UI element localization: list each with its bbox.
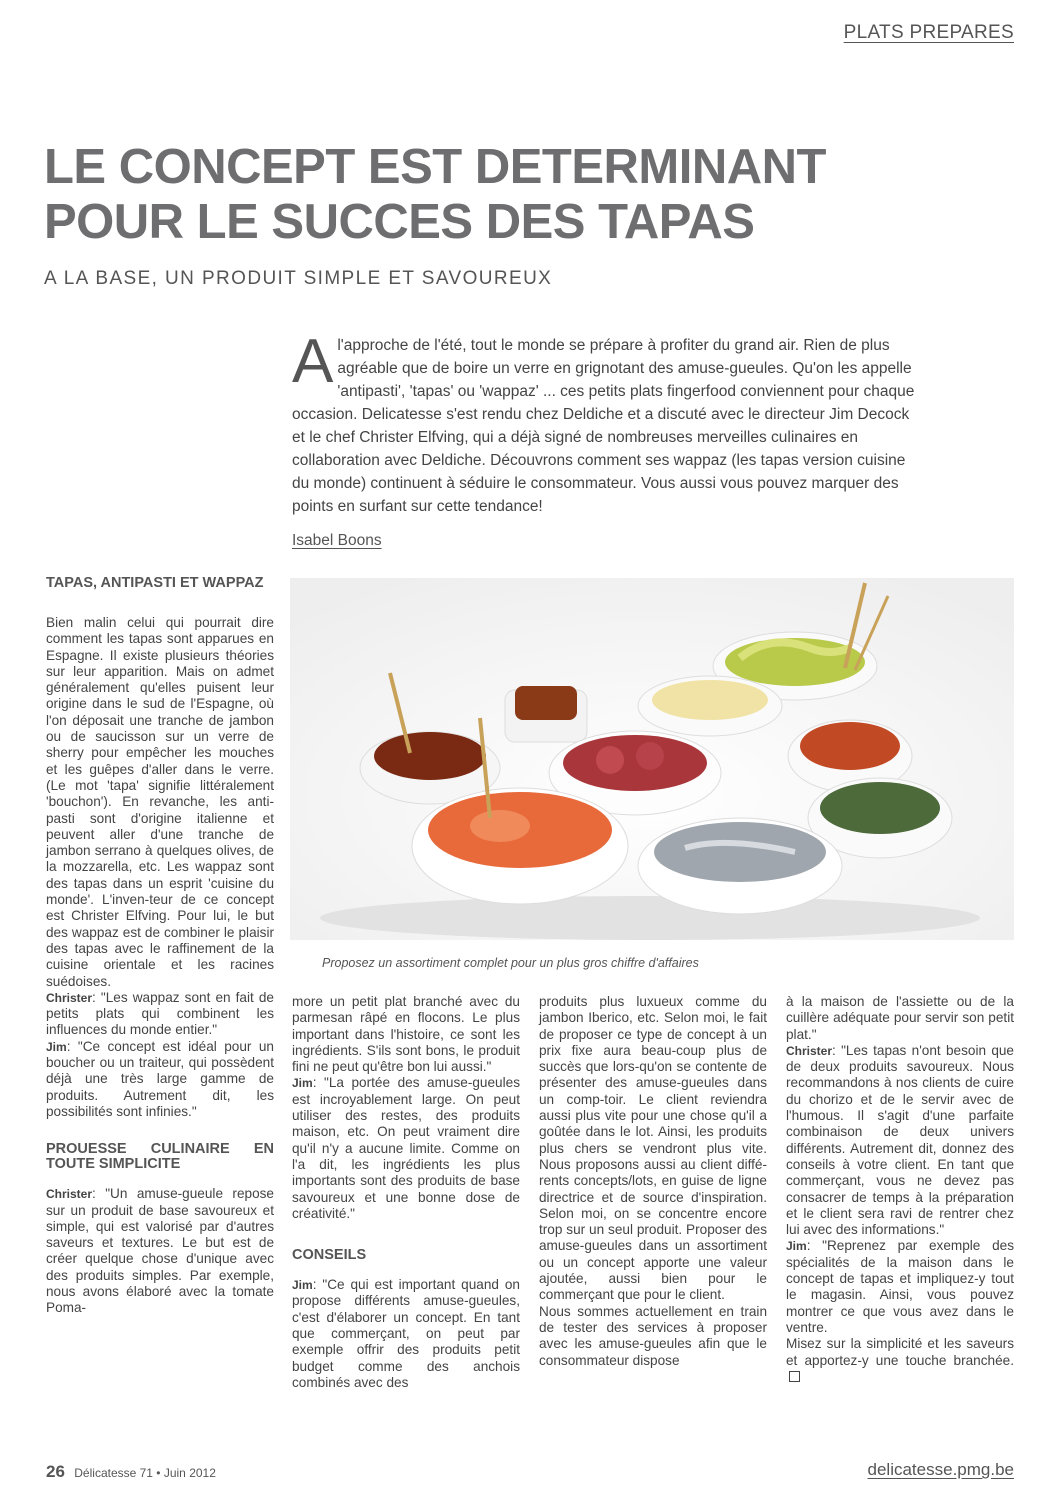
author-byline: Isabel Boons	[292, 532, 382, 549]
paragraph: à la maison de l'assiette ou de la cuillère adéquate pour servir son petit plat."	[786, 994, 1014, 1042]
quote-paragraph	[292, 1277, 520, 1391]
quote-paragraph	[292, 1075, 520, 1222]
section-heading-prouesse: PROUESSE CULINAIRE EN TOUTE SIMPLICITE	[46, 1141, 274, 1173]
closing-text: Misez sur la simplicité et les saveurs et apportez-y une touche branchée.	[786, 1336, 1014, 1368]
quote-paragraph	[46, 990, 274, 1039]
column-3	[539, 994, 767, 1369]
paragraph: Bien malin celui qui pourrait dire comment les tapas sont apparues en Espagne. Il existe plusieurs théories sur leur apparition. Mais on admet généralement qu'elles puisent leur origine dans le sud de l'Espagne, où l'on déposait une tranche de jambon ou de saucisson sur un verre de sherry pour empêcher les mouches et les guêpes d'aller dans le verre. (Le mot 'tapa' signifie littéralement 'bouchon'). En revanche, les anti-pasti sont d'origine italienne et peuvent aller d'une tranche de jambon serrano à quelques olives, de la mozzarella, etc. Les wappaz sont des tapas dans un esprit 'cuisine du monde'. L'inven-teur de ce concept est Christer Elfving. Pour lui, le but des wappaz est de combiner le plaisir des tapas avec le raffinement de la cuisine orientale et les racines suédoises.	[46, 615, 274, 989]
page-number: 26	[46, 1462, 65, 1481]
paragraph: Nous sommes actuellement en train de tester des services à proposer avec les amuse-gueules afin que le consommateur dispose	[539, 1303, 767, 1368]
tapas-illustration	[290, 578, 1014, 940]
quote-paragraph	[786, 1238, 1014, 1336]
quote-paragraph	[786, 1043, 1014, 1239]
paragraph	[786, 1336, 1014, 1385]
headline-line-2: POUR LE SUCCES DES TAPAS	[44, 195, 755, 249]
column-2	[292, 994, 520, 1391]
paragraph: produits plus luxueux comme du jambon Iberico, etc. Selon moi, le fait de proposer ce type de concept à un prix fixe aura beau-coup plus de succès que lors-qu'on se contente de présenter des amuse-gueules dans un comp-toir. Le client reviendra aussi plus vite pour une chose qu'il a goûtée dans le lot. Ainsi, les produits plus chers se vendront plus vite. Nous proposons aussi au client diffé-rents concepts/lots, en guise de ligne directrice et de source d'inspiration. Selon moi, on se concentre encore trop sur un seul produit. Proposer des amuse-gueules dans un assortiment ou un concept apporte une valeur ajoutée, aussi bien pour le commerçant que pour le client.	[539, 994, 767, 1303]
photo-caption: Proposez un assortiment complet pour un plus gros chiffre d'affaires	[322, 956, 699, 970]
section-tag: PLATS PREPARES	[843, 22, 1014, 43]
speaker-name: Jim	[292, 1278, 313, 1293]
quote-text: : "Un amuse-gueule repose sur un produit de base savoureux et simple, qui est valorisé par d'autres saveurs et textures. Le but est de créer quelque chose d'unique avec des produits simples. Par exemple, nous avons élaboré avec la tomate Poma-	[46, 1186, 274, 1316]
quote-text: : "Ce qui est important quand on propose différents amuse-gueules, c'est d'élaborer un concept. En tant que commerçant, on peut par exemple offrir des produits petit budget comme des anchois combinés avec des	[292, 1277, 520, 1390]
quote-paragraph	[46, 1186, 274, 1316]
headline	[44, 140, 944, 250]
subheadline: A LA BASE, UN PRODUIT SIMPLE ET SAVOUREUX	[44, 268, 553, 289]
quote-text: : "Reprenez par exemple des spécialités de la maison dans le concept de tapas et impliquez-y tout le magasin. Ainsi, vous pouvez montrer ce que vous avez dans le ventre.	[786, 1238, 1014, 1335]
speaker-name: Jim	[292, 1076, 313, 1091]
footer-issue-info	[46, 1462, 216, 1482]
issue-label: Délicatesse 71 • Juin 2012	[74, 1466, 216, 1480]
quote-text: : "Ce concept est idéal pour un boucher ou un traiteur, qui possèdent déjà une très large gamme de produits. Autrement dit, les possibilités sont infinies."	[46, 1038, 274, 1119]
paragraph: more un petit plat branché avec du parmesan râpé en flocons. Le plus important dans l'histoire, ce sont les ingrédients. S'ils sont bons, le produit fini ne peut qu'être bon lui aussi."	[292, 994, 520, 1075]
speaker-name: Christer	[786, 1043, 833, 1058]
quote-text: : "La portée des amuse-gueules est incroyablement large. On peut utiliser des restes, des produits maison, etc. On peut vraiment dire qu'il n'y a aucune limite. Comme on l'a dit, les ingrédients les plus importants sont des produits de base savoureux et une bonne dose de créativité."	[292, 1075, 520, 1221]
intro-text: l'approche de l'été, tout le monde se prépare à profiter du grand air. Rien de plus agréable que de boire un verre en grignotant des amuse-gueules. Qu'on les appelle 'antipasti', 'tapas' ou 'wappaz' ... ces petits plats fingerfood conviennent pour chaque occasion. Delicatesse s'est rendu chez Deldiche et a discuté avec le directeur Jim Decock et le chef Christer Elfving, qui a déjà signé de nombreuses merveilles culinaires en collaboration avec Deldiche. Découvrons comment ses wappaz (les tapas version cuisine du monde) continuent à séduire le consommateur. Vous aussi vous pouvez marquer des points en surfant sur cette tendance!	[292, 337, 915, 515]
quote-text: : "Les wappaz sont en fait de petits plats qui combinent les influences du monde entier."	[46, 989, 274, 1038]
intro-paragraph	[292, 327, 922, 518]
quote-text: : "Les tapas n'ont besoin que de deux produits savoureux. Nous recommandons à nos clients de cuire du chorizo et de le servir avec de l'humous. Il s'agit d'une parfaite combinaison de deux univers différents. Autrement dit, donnez des conseils à votre client. En tant que commerçant, vous ne devez pas consacrer de temps à la préparation et le client sera ravi de rentrer chez lui avec des informations."	[786, 1042, 1014, 1238]
tapas-photo	[290, 578, 1014, 940]
speaker-name: Jim	[46, 1039, 67, 1054]
website-link[interactable]: delicatesse.pmg.be	[867, 1460, 1014, 1479]
column-4	[786, 994, 1014, 1385]
headline-line-1: LE CONCEPT EST DETERMINANT	[44, 140, 826, 194]
section-heading-tapas: TAPAS, ANTIPASTI ET WAPPAZ	[46, 575, 264, 591]
speaker-name: Christer	[46, 990, 93, 1005]
column-1	[46, 576, 274, 1317]
section-heading-conseils: CONSEILS	[292, 1247, 367, 1264]
quote-paragraph	[46, 1039, 274, 1120]
speaker-name: Christer	[46, 1187, 93, 1202]
end-mark-icon	[789, 1371, 800, 1382]
speaker-name: Jim	[786, 1239, 807, 1254]
drop-cap: A	[292, 327, 334, 396]
